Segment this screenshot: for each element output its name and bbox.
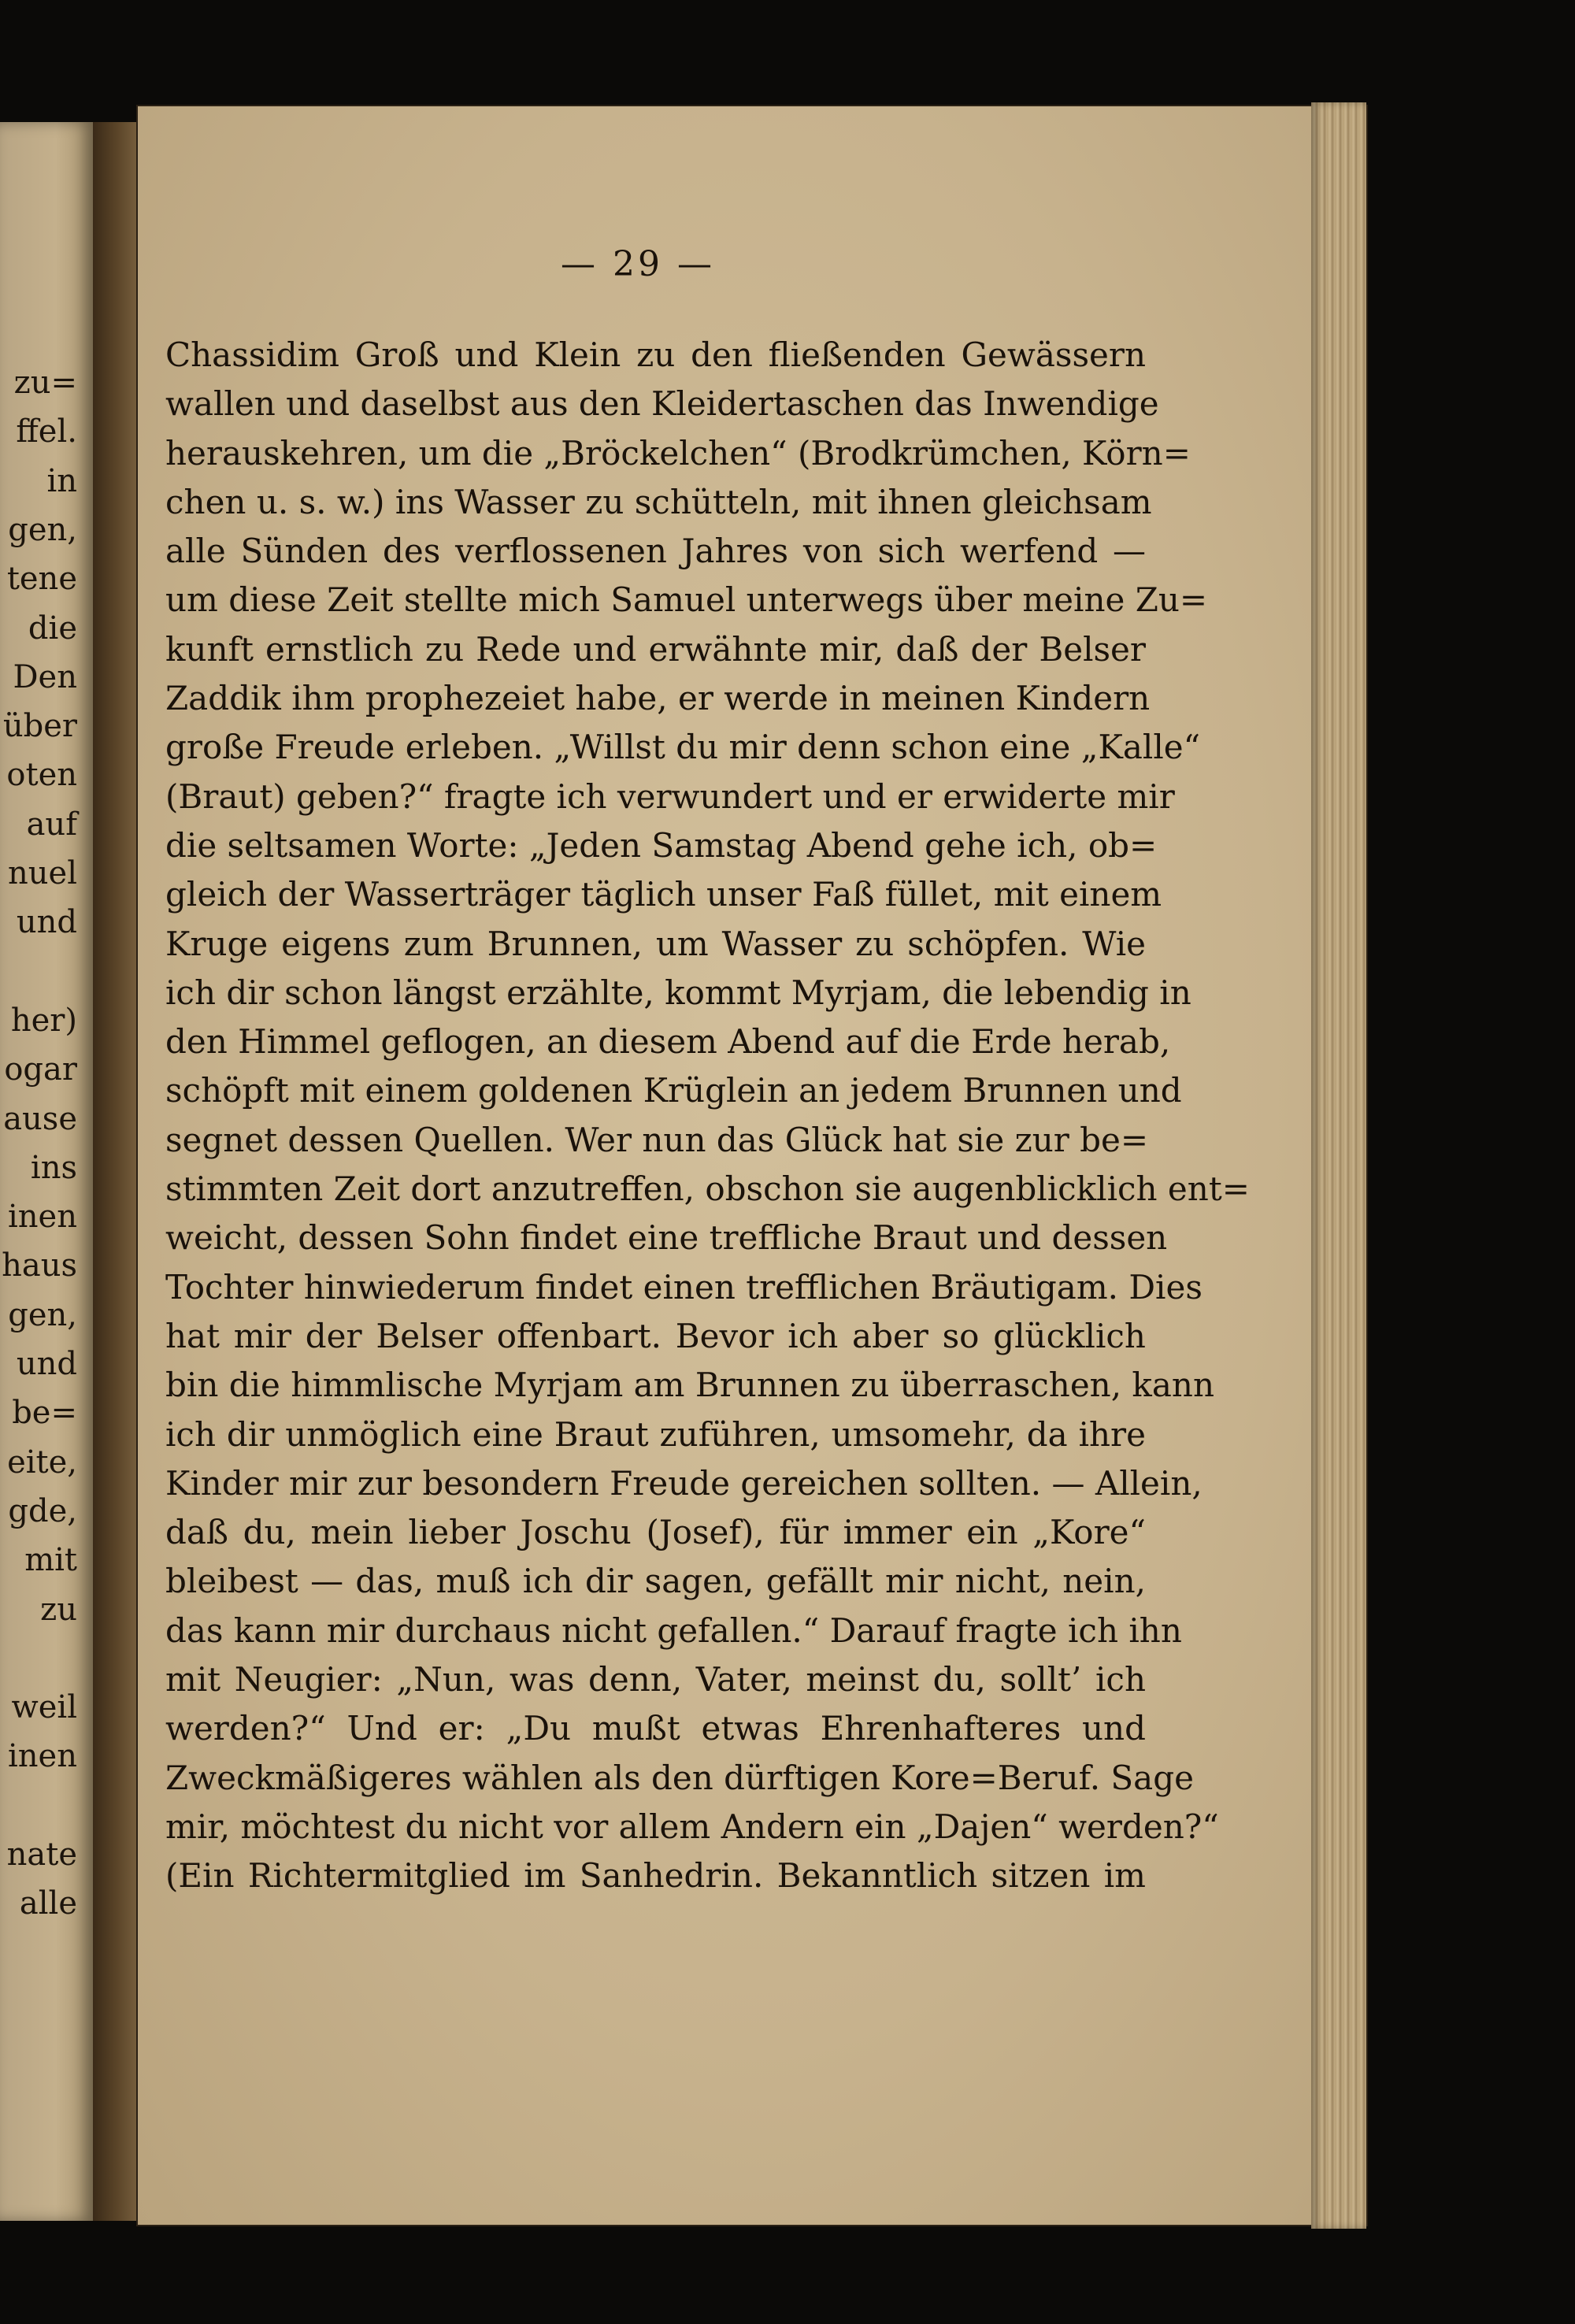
text-line: (Braut) geben?“ fragte ich verwundert und er erwiderte mir — [165, 777, 1175, 816]
text-line: bleibest — das, muß ich dir sagen, gefällt mir nicht, nein, — [165, 1562, 1146, 1601]
page-body-text — [165, 331, 1250, 1901]
left-page-text-fragment: her) — [10, 1002, 77, 1039]
text-line: den Himmel geflogen, an diesem Abend auf die Erde herab, — [165, 1022, 1171, 1062]
text-line: werden?“ Und er: „Du mußt etwas Ehrenhafteres und — [165, 1709, 1146, 1748]
text-line: alle Sünden des verflossenen Jahres von sich werfend — — [165, 532, 1146, 571]
left-page-text-fragment: zu — [40, 1591, 77, 1628]
text-line: Tochter hinwiederum findet einen trefflichen Bräutigam. Dies — [165, 1267, 1203, 1307]
text-line: wallen und daselbst aus den Kleidertaschen das Inwendige — [165, 384, 1159, 424]
left-page-text-fragment: Den — [13, 658, 77, 695]
text-line: weicht, dessen Sohn findet eine treffliche Braut und dessen — [165, 1218, 1168, 1258]
left-page-text-fragment: mit — [24, 1542, 77, 1579]
text-line: Zaddik ihm prophezeiet habe, er werde in meinen Kindern — [165, 679, 1151, 718]
left-page-text-fragment: gen, — [8, 511, 77, 548]
left-page-text-fragment: haus — [2, 1247, 77, 1284]
left-page-text-fragment: eite, — [7, 1444, 77, 1481]
page-edges — [1311, 102, 1366, 2229]
left-page-text-fragment: und — [16, 904, 77, 941]
text-line: (Ein Richtermitglied im Sanhedrin. Bekanntlich sitzen im — [165, 1856, 1146, 1896]
left-page-text-fragment: ause — [3, 1100, 77, 1137]
left-page-text-fragment: nuel — [8, 855, 77, 891]
text-line: bin die himmlische Myrjam am Brunnen zu überraschen, kann — [165, 1366, 1215, 1405]
text-line: große Freude erleben. „Willst du mir denn schon eine „Kalle“ — [165, 728, 1201, 767]
text-line: ich dir unmöglich eine Braut zuführen, umsomehr, da ihre — [165, 1414, 1146, 1454]
left-page-text-fragment: tene — [6, 561, 77, 598]
left-page-fragment — [0, 122, 93, 2221]
text-line: herauskehren, um die „Bröckelchen“ (Brodkrümchen, Körn= — [165, 433, 1191, 473]
book-gutter — [93, 122, 140, 2221]
text-line: ich dir schon längst erzählte, kommt Myrjam, die lebendig in — [165, 973, 1191, 1012]
left-page-text-fragment: in — [46, 462, 77, 499]
left-page-text-fragment: auf — [26, 806, 77, 843]
left-page-text-fragment: gen, — [8, 1296, 77, 1333]
text-line: mir, möchtest du nicht vor allem Andern ein „Dajen“ werden?“ — [165, 1807, 1219, 1846]
left-page-text-fragment: zu= — [13, 365, 77, 401]
text-line: Zweckmäßigeres wählen als den dürftigen Kore=Beruf. Sage — [165, 1758, 1194, 1797]
left-page-text-fragment: alle — [19, 1885, 77, 1922]
text-line: gleich der Wasserträger täglich unser Faß füllet, mit einem — [165, 875, 1162, 914]
left-page-text-fragment: ins — [30, 1149, 77, 1186]
text-line: daß du, mein lieber Joschu (Josef), für immer ein „Kore“ — [165, 1513, 1146, 1552]
left-page-text-fragment: inen — [8, 1738, 77, 1775]
text-line: mit Neugier: „Nun, was denn, Vater, meinst du, sollt’ ich — [165, 1660, 1146, 1699]
text-line: kunft ernstlich zu Rede und erwähnte mir, daß der Belser — [165, 629, 1146, 669]
text-line: Kruge eigens zum Brunnen, um Wasser zu schöpfen. Wie — [165, 924, 1146, 963]
text-line: Kinder mir zur besondern Freude gereichen sollten. — Allein, — [165, 1463, 1203, 1503]
left-page-text-fragment: ogar — [4, 1051, 77, 1088]
left-page-text-fragment: gde, — [8, 1492, 77, 1529]
left-page-text-fragment: ffel. — [16, 413, 77, 450]
left-page-text-fragment: oten — [6, 757, 77, 794]
text-line: Chassidim Groß und Klein zu den fließenden Gewässern — [165, 335, 1146, 374]
left-page-text-fragment: inen — [8, 1199, 77, 1236]
text-line: die seltsamen Worte: „Jeden Samstag Abend gehe ich, ob= — [165, 825, 1158, 865]
left-page-text-fragment: be= — [12, 1395, 77, 1432]
text-line: um diese Zeit stellte mich Samuel unterwegs über meine Zu= — [165, 580, 1208, 620]
text-line: segnet dessen Quellen. Wer nun das Glück hat sie zur be= — [165, 1120, 1149, 1159]
left-page-text-fragment: die — [28, 610, 77, 647]
text-line: das kann mir durchaus nicht gefallen.“ Darauf fragte ich ihn — [165, 1610, 1182, 1650]
text-line: schöpft mit einem goldenen Krüglein an jedem Brunnen und — [165, 1071, 1182, 1110]
left-page-text-fragment: über — [2, 708, 77, 745]
page-number: — 29 — — [561, 244, 715, 284]
left-page-text-fragment: nate — [6, 1837, 77, 1873]
text-line: hat mir der Belser offenbart. Bevor ich aber so glücklich — [165, 1316, 1146, 1355]
left-page-text-fragment: weil — [11, 1689, 77, 1726]
text-line: chen u. s. w.) ins Wasser zu schütteln, mit ihnen gleichsam — [165, 482, 1152, 521]
text-line: stimmten Zeit dort anzutreffen, obschon sie augenblicklich ent= — [165, 1169, 1250, 1209]
left-page-text-fragment: und — [16, 1346, 77, 1382]
